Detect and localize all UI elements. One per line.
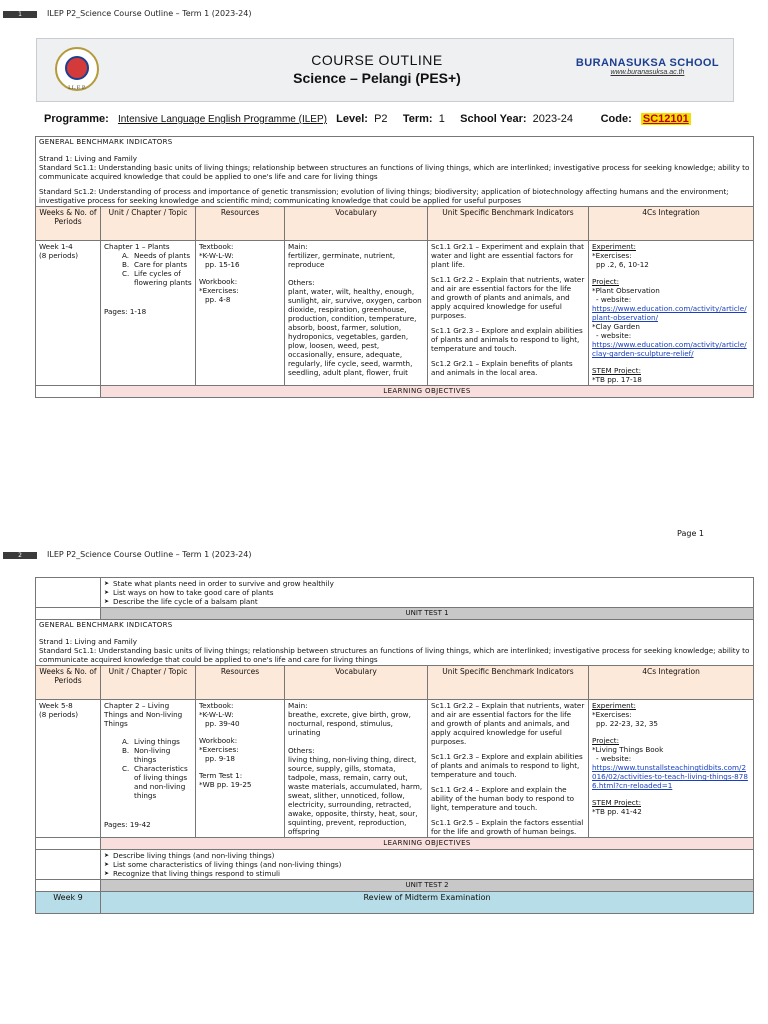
learning-objectives-heading: LEARNING OBJECTIVES — [101, 386, 754, 398]
page-number-badge: 1 — [3, 11, 37, 18]
resources-cell — [196, 700, 285, 838]
page-subtitle: Science – Pelangi (PES+) — [293, 70, 461, 86]
gbi-heading: GENERAL BENCHMARK INDICATORS — [39, 621, 173, 629]
col-vocabulary: Vocabulary — [285, 666, 428, 700]
col-unit: Unit / Chapter / Topic — [101, 207, 196, 241]
res-line: pp. 15-16 — [205, 260, 240, 269]
project-link[interactable]: https://www.education.com/activity/article/clay-garden-sculpture-relief/ — [592, 340, 747, 358]
page-header-1 — [0, 10, 768, 20]
fourc-line: *TB pp. 41-42 — [592, 807, 642, 816]
fourc-line: *Exercises: — [592, 251, 632, 260]
fourc-line: *Clay Garden — [592, 322, 640, 331]
res-line: *WB pp. 19-25 — [199, 780, 252, 789]
gbi-block-2 — [36, 620, 754, 666]
chapter-title: Chapter 2 – Living Things and Non-living Things — [104, 701, 183, 728]
project-label: Project: — [592, 277, 620, 286]
year-label: School Year: — [460, 113, 527, 125]
col-4cs: 4Cs Integration — [589, 666, 754, 700]
col-benchmark: Unit Specific Benchmark Indicators — [428, 666, 589, 700]
res-line: *K-W-L-W: — [199, 251, 234, 260]
vocab-others-list: living thing, non-living thing, direct, source, supply, gills, stomata, tadpole, mass, remain, carry out, waste materials, accumulated, harm, sweat, slither, unnoticed, follow, electricity, surrounding, retracted, awake, opposite, thirsty, heat, sour, squinting, prevent, reproduction, offspring — [288, 755, 423, 836]
list-item: ➤ Describe living things (and non-living things) — [104, 851, 750, 860]
empty-cell — [36, 386, 101, 398]
strand-text: Strand 1: Living and Family — [39, 154, 138, 163]
level-value: P2 — [374, 113, 388, 125]
table-row-week5-8 — [36, 700, 754, 838]
benchmark-item: Sc1.2 Gr2.1 – Explain benefits of plants and animals in the local area. — [431, 359, 573, 377]
pages-text: Pages: 1-18 — [104, 307, 147, 316]
header-titles — [227, 52, 527, 86]
benchmark-item: Sc1.1 Gr2.5 – Explain the factors essential for the life and growth of human beings. — [431, 818, 584, 836]
list-item: A. Living things — [122, 737, 180, 746]
res-line: Textbook: — [199, 701, 234, 710]
fourc-line: *Exercises: — [592, 710, 632, 719]
periods-text: (8 periods) — [39, 251, 79, 260]
programme-value: Intensive Language English Programme (ILEP) — [117, 114, 327, 125]
col-unit: Unit / Chapter / Topic — [101, 666, 196, 700]
res-line: *Exercises: — [199, 286, 239, 295]
programme-label: Programme: — [44, 113, 109, 125]
topic-list — [104, 251, 192, 287]
level-label: Level: — [336, 113, 368, 125]
res-line: Workbook: — [199, 277, 238, 286]
vocab-others-label: Others: — [288, 278, 315, 287]
vocab-main-list: breathe, excrete, give birth, grow, nocturnal, respond, stimulus, urinating — [288, 710, 411, 737]
column-header-row — [36, 207, 754, 241]
running-title: ILEP P2_Science Course Outline – Term 1 (2023-24) — [47, 9, 252, 18]
stem-label: STEM Project: — [592, 798, 641, 807]
res-line: Term Test 1: — [199, 771, 243, 780]
periods-text: (8 periods) — [39, 710, 79, 719]
col-benchmark: Unit Specific Benchmark Indicators — [428, 207, 589, 241]
project-link[interactable]: https://www.tunstallsteachingtidbits.com/2016/02/activities-to-teach-living-things-8786.html?cn-reloaded=1 — [592, 763, 748, 790]
fourc-line: - website: — [596, 331, 632, 340]
page-footer-label: Page 1 — [677, 529, 704, 538]
benchmark-item: Sc1.1 Gr2.1 – Experiment and explain that water and light are essential factors for plant life. — [431, 242, 584, 269]
table-row-week1-4 — [36, 241, 754, 386]
empty-cell — [36, 880, 101, 892]
vocabulary-cell — [285, 700, 428, 838]
fourc-cell — [589, 700, 754, 838]
weeks-cell — [36, 241, 101, 386]
course-table-page1 — [35, 136, 754, 398]
res-line: Textbook: — [199, 242, 234, 251]
list-item: ➤ List some characteristics of living things (and non-living things) — [104, 860, 750, 869]
weeks-cell — [36, 700, 101, 838]
res-line: pp. 4-8 — [205, 295, 231, 304]
list-item: ➤ List ways on how to take good care of plants — [104, 588, 750, 597]
objectives-cell-1 — [101, 578, 754, 608]
list-item: B. Care for plants — [122, 260, 188, 269]
empty-cell — [36, 608, 101, 620]
gbi-heading: GENERAL BENCHMARK INDICATORS — [39, 138, 173, 146]
vocab-main-label: Main: — [288, 242, 308, 251]
objectives-cell-2 — [101, 850, 754, 880]
list-item: C. Characteristics of living things and non-living things — [122, 764, 188, 800]
year-value: 2023-24 — [532, 113, 574, 125]
fourc-line: *TB pp. 17-18 — [592, 375, 642, 384]
list-item: ➤ Recognize that living things respond to stimuli — [104, 869, 750, 878]
fourc-line: - website: — [596, 754, 632, 763]
unit-test-2: UNIT TEST 2 — [101, 880, 754, 892]
list-item: ➤ State what plants need in order to survive and grow healthily — [104, 579, 750, 588]
course-table-page2 — [35, 577, 754, 914]
fourc-line: pp. 22-23, 32, 35 — [596, 719, 659, 728]
term-value: 1 — [438, 113, 445, 125]
list-item: A. Needs of plants — [122, 251, 191, 260]
benchmark-cell — [428, 241, 589, 386]
fourc-line: - website: — [596, 295, 632, 304]
strand-text: Strand 1: Living and Family — [39, 637, 138, 646]
empty-cell — [36, 850, 101, 880]
page-header-2 — [0, 551, 768, 561]
standard-1: Standard Sc1.1: Understanding basic units of living things; relationship between structures an functions of living things, which are interlinked; investigative process for seeking knowledge; ability to communicate acquired knowledge that could be applied to one's life and care for living things — [39, 646, 750, 664]
column-header-row — [36, 666, 754, 700]
course-header — [36, 38, 734, 102]
logo-emblem — [65, 56, 89, 80]
vocab-others-label: Others: — [288, 746, 315, 755]
res-line: pp. 39-40 — [205, 719, 240, 728]
objectives-list-1 — [104, 579, 750, 606]
list-item: ➤ Describe the life cycle of a balsam plant — [104, 597, 750, 606]
unit-cell — [101, 700, 196, 838]
code-label: Code: — [600, 113, 632, 125]
benchmark-item: Sc1.1 Gr2.2 – Explain that nutrients, water and air are essential factors for the life and growth of plants and animals, and apply acquired knowledge for useful purposes. — [431, 701, 585, 746]
res-line: pp. 9-18 — [205, 754, 236, 763]
list-item: C. Life cycles of flowering plants — [122, 269, 192, 287]
week9-cell: Week 9 — [36, 892, 101, 914]
unit-test-1: UNIT TEST 1 — [101, 608, 754, 620]
logo-text: I.L.E.P. — [68, 85, 86, 91]
col-weeks: Weeks & No. of Periods — [36, 207, 101, 241]
unit-cell — [101, 241, 196, 386]
res-line: Workbook: — [199, 736, 238, 745]
fourc-line: *Living Things Book — [592, 745, 664, 754]
res-line: *Exercises: — [199, 745, 239, 754]
resources-cell — [196, 241, 285, 386]
school-logo — [55, 47, 99, 91]
pages-text: Pages: 19-42 — [104, 820, 151, 829]
empty-cell — [36, 838, 101, 850]
week9-text: Review of Midterm Examination — [101, 892, 754, 914]
col-resources: Resources — [196, 666, 285, 700]
benchmark-item: Sc1.1 Gr2.3 – Explore and explain abilities of plants and animals to respond to light, temperature and touch. — [431, 326, 583, 353]
code-value: SC12101 — [642, 113, 689, 125]
topic-list — [104, 737, 192, 800]
project-link[interactable]: https://www.education.com/activity/article/plant-observation/ — [592, 304, 747, 322]
vocab-main-list: fertilizer, germinate, nutrient, reproduce — [288, 251, 395, 269]
standard-2: Standard Sc1.2: Understanding of process and importance of genetic transmission; evolution of living things; biodiversity; application of biotechnology affecting humans and the environment; investigative process for seeking knowledge and scientific mind; communicating knowledge that could be applied for useful purposes — [39, 187, 729, 205]
vocab-others-list: plant, water, wilt, healthy, enough, sunlight, air, survive, oxygen, carbon dioxide, respiration, greenhouse, production, condition, temperature, absorb, boost, farmer, solution, hydroponics, vegetables, garden, plow, loosen, weed, pest, occasionally, ensure, adequate, regularly, life cycle, seed, warmth, seedling, adult plant, flower, fruit — [288, 287, 422, 377]
empty-cell — [36, 578, 101, 608]
page-number-badge: 2 — [3, 552, 37, 559]
chapter-title: Chapter 1 – Plants — [104, 242, 170, 251]
school-name: BURANASUKSA SCHOOL — [575, 57, 719, 69]
fourc-line: pp .2, 6, 10-12 — [596, 260, 649, 269]
standard-1: Standard Sc1.1: Understanding basic units of living things; relationship between structures an functions of living things, which are interlinked; investigative process for seeking knowledge; ability to communicate acquired knowledge that could be applied to one's life and care for living things — [39, 163, 750, 181]
gbi-block — [36, 137, 754, 207]
school-block — [576, 57, 719, 76]
fourc-cell — [589, 241, 754, 386]
col-weeks: Weeks & No. of Periods — [36, 666, 101, 700]
project-label: Project: — [592, 736, 620, 745]
objectives-list-2 — [104, 851, 750, 878]
stem-label: STEM Project: — [592, 366, 641, 375]
benchmark-item: Sc1.1 Gr2.4 – Explore and explain the ability of the human body to respond to light, temperature and touch. — [431, 785, 575, 812]
res-line: *K-W-L-W: — [199, 710, 234, 719]
list-item: B. Non-living things — [122, 746, 171, 764]
col-4cs: 4Cs Integration — [589, 207, 754, 241]
fourc-line: *Plant Observation — [592, 286, 660, 295]
term-label: Term: — [402, 113, 433, 125]
page-title: COURSE OUTLINE — [311, 52, 443, 68]
vocab-main-label: Main: — [288, 701, 308, 710]
experiment-label: Experiment: — [592, 701, 636, 710]
learning-objectives-heading: LEARNING OBJECTIVES — [101, 838, 754, 850]
col-resources: Resources — [196, 207, 285, 241]
programme-row — [44, 113, 744, 125]
experiment-label: Experiment: — [592, 242, 636, 251]
col-vocabulary: Vocabulary — [285, 207, 428, 241]
benchmark-item: Sc1.1 Gr2.3 – Explore and explain abilities of plants and animals to respond to light, temperature and touch. — [431, 752, 583, 779]
vocabulary-cell — [285, 241, 428, 386]
running-title: ILEP P2_Science Course Outline – Term 1 (2023-24) — [47, 550, 252, 559]
benchmark-item: Sc1.1 Gr2.2 – Explain that nutrients, water and air are essential factors for the life and growth of plants and animals, and apply acquired knowledge for useful purposes. — [431, 275, 585, 320]
weeks-text: Week 1-4 — [39, 242, 73, 251]
weeks-text: Week 5-8 — [39, 701, 73, 710]
school-url[interactable]: www.buranasuksa.ac.th — [610, 69, 685, 76]
benchmark-cell — [428, 700, 589, 838]
